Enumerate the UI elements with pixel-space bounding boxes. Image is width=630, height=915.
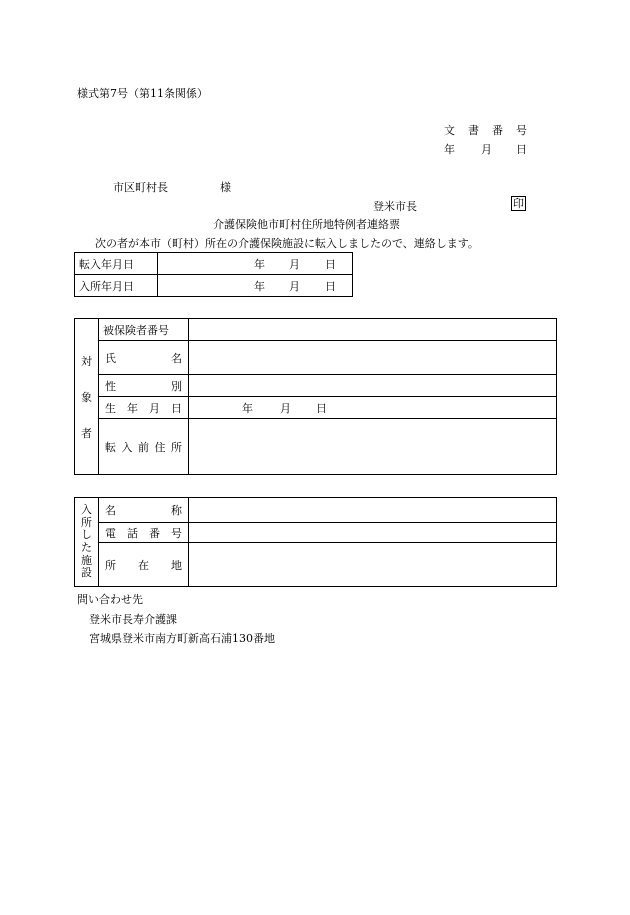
sex-label-char: 別 bbox=[171, 379, 182, 393]
issue-date-month: 月 bbox=[481, 143, 492, 156]
previous-address-label-char: 所 bbox=[171, 440, 182, 454]
transfer-date-field[interactable] bbox=[158, 253, 353, 275]
facility-phone-label-char: 号 bbox=[171, 526, 182, 540]
name-label-char: 名 bbox=[171, 351, 182, 365]
recipient-honorific: 様 bbox=[220, 181, 231, 194]
issue-date-year: 年 bbox=[444, 143, 455, 156]
contact-department: 登米市長寿介護課 bbox=[89, 613, 177, 626]
contact-address: 宮城県登米市南方町新高石浦130番地 bbox=[89, 632, 275, 645]
facility-phone-row bbox=[75, 523, 557, 543]
sex-label bbox=[99, 375, 189, 397]
facility-location-label-char: 地 bbox=[171, 558, 182, 572]
facility-location-field[interactable] bbox=[189, 543, 557, 587]
facility-location-label-char: 在 bbox=[138, 558, 149, 572]
birth-date-day: 日 bbox=[316, 401, 327, 415]
facility-side-char: 設 bbox=[81, 566, 92, 580]
birth-date-year: 年 bbox=[242, 401, 253, 415]
name-label-char: 氏 bbox=[105, 351, 116, 365]
admission-date-day: 日 bbox=[325, 279, 336, 293]
transfer-date-year: 年 bbox=[254, 257, 265, 271]
admission-date-month: 月 bbox=[289, 279, 300, 293]
insured-number-field[interactable] bbox=[189, 319, 557, 341]
birth-date-month: 月 bbox=[280, 401, 291, 415]
insured-number-label: 被保険者番号 bbox=[99, 319, 189, 341]
previous-address-label-char: 転 bbox=[105, 440, 116, 454]
previous-address-row bbox=[75, 419, 557, 475]
subject-side-label bbox=[75, 319, 99, 475]
sex-field[interactable] bbox=[189, 375, 557, 397]
facility-side-char: 所 bbox=[81, 515, 92, 529]
admission-date-year: 年 bbox=[254, 279, 265, 293]
previous-address-label-char: 住 bbox=[154, 440, 166, 454]
transfer-date-label: 転入年月日 bbox=[75, 253, 158, 275]
issue-date-line bbox=[444, 141, 528, 155]
issue-date-day: 日 bbox=[516, 143, 527, 156]
transfer-date-month: 月 bbox=[289, 257, 300, 271]
previous-address-label bbox=[99, 419, 189, 475]
seal-mark bbox=[511, 197, 526, 210]
facility-name-field[interactable] bbox=[189, 498, 557, 523]
facility-side-char: た bbox=[81, 541, 92, 554]
contact-heading: 問い合わせ先 bbox=[77, 593, 143, 606]
facility-phone-label-char: 話 bbox=[127, 526, 138, 540]
subject-side-char: 者 bbox=[81, 426, 92, 440]
birth-date-row bbox=[75, 397, 557, 419]
facility-location-row bbox=[75, 543, 557, 587]
transfer-date-day: 日 bbox=[325, 257, 336, 271]
facility-location-label bbox=[99, 543, 189, 587]
birth-date-label-char: 生 bbox=[105, 401, 116, 415]
facility-phone-field[interactable] bbox=[189, 523, 557, 543]
sender-name: 登米市長 bbox=[373, 200, 417, 213]
facility-side-label bbox=[75, 498, 99, 587]
birth-date-label-char: 月 bbox=[149, 401, 160, 415]
name-field[interactable] bbox=[189, 341, 557, 375]
facility-side-char: 入 bbox=[81, 503, 92, 517]
document-number-label: 文 書 番 号 bbox=[444, 124, 528, 137]
previous-address-label-char: 前 bbox=[138, 440, 149, 454]
transfer-date-row bbox=[75, 253, 353, 275]
facility-phone-label-char: 番 bbox=[149, 526, 160, 540]
facility-location-label-char: 所 bbox=[105, 558, 116, 572]
form-number: 様式第7号（第11条関係） bbox=[77, 87, 208, 100]
facility-name-label bbox=[99, 498, 189, 523]
name-row bbox=[75, 341, 557, 375]
facility-phone-label-char: 電 bbox=[105, 526, 116, 540]
form-title: 介護保険他市町村住所地特例者連絡票 bbox=[213, 218, 400, 231]
birth-date-label-char: 年 bbox=[127, 401, 138, 415]
subject-table bbox=[74, 318, 557, 475]
previous-address-label-char: 入 bbox=[121, 440, 133, 454]
facility-side-char: し bbox=[81, 528, 92, 542]
recipient: 市区町村長 bbox=[113, 181, 168, 194]
admission-date-field[interactable] bbox=[158, 275, 353, 297]
facility-side-char: 施 bbox=[81, 553, 92, 567]
birth-date-label bbox=[99, 397, 189, 419]
subject-side-char: 象 bbox=[81, 390, 92, 404]
dates-table bbox=[74, 252, 353, 297]
facility-phone-label bbox=[99, 523, 189, 543]
subject-side-char: 対 bbox=[81, 354, 92, 368]
admission-date-row bbox=[75, 275, 353, 297]
facility-name-label-char: 称 bbox=[171, 504, 182, 517]
previous-address-field[interactable] bbox=[189, 419, 557, 475]
insured-number-row bbox=[75, 319, 557, 341]
birth-date-field[interactable] bbox=[189, 397, 557, 419]
name-label bbox=[99, 341, 189, 375]
facility-name-label-char: 名 bbox=[105, 504, 116, 517]
intro-text: 次の者が本市（町村）所在の介護保険施設に転入しましたので、連絡します。 bbox=[95, 237, 479, 250]
sex-label-char: 性 bbox=[105, 379, 116, 393]
seal-label: 印 bbox=[513, 197, 524, 210]
birth-date-label-char: 日 bbox=[171, 401, 182, 415]
facility-name-row bbox=[75, 498, 557, 523]
facility-table bbox=[74, 497, 557, 587]
admission-date-label: 入所年月日 bbox=[75, 275, 158, 297]
sex-row bbox=[75, 375, 557, 397]
